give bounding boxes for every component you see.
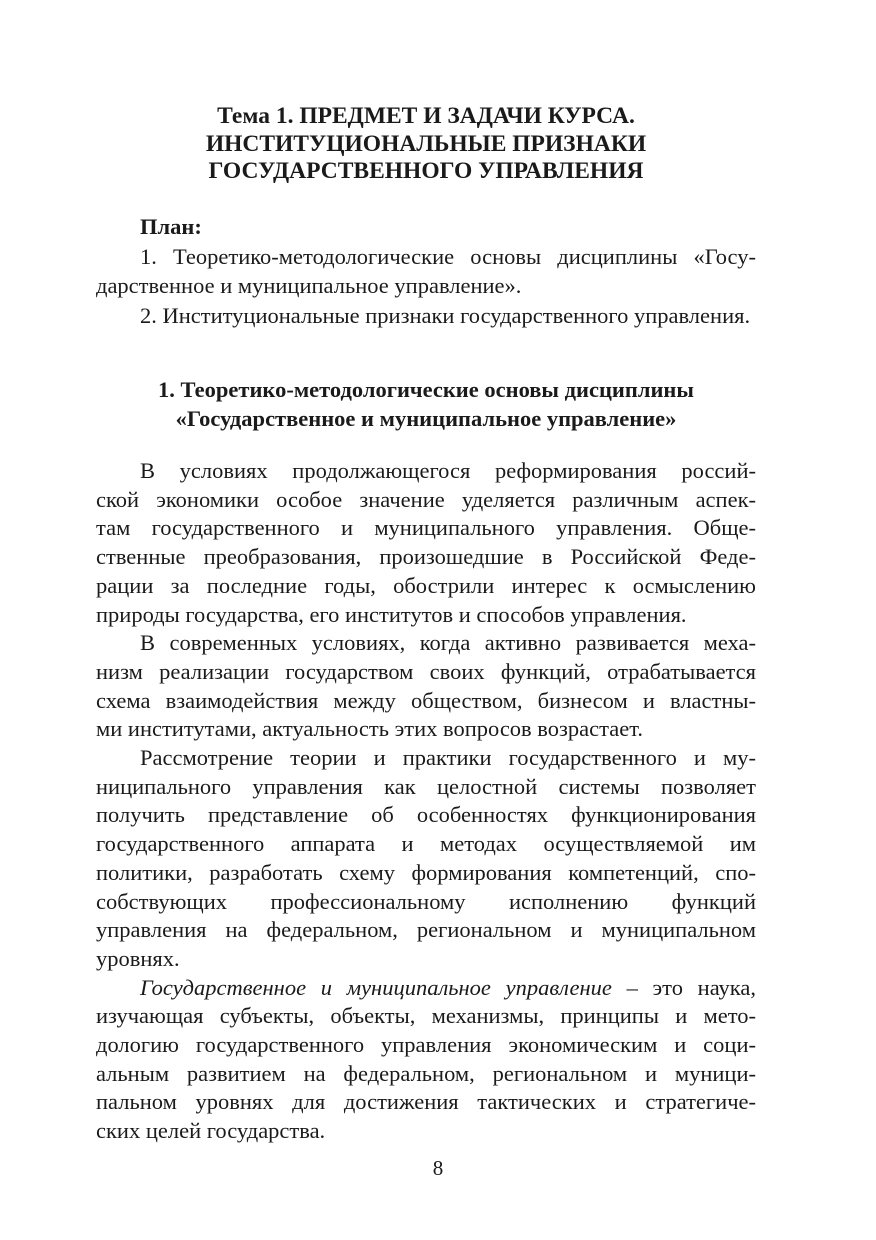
body-text <box>96 457 756 1146</box>
paragraph-1 <box>96 457 756 629</box>
plan-item-2-text: 2. Институциональные признаки государственного управления. <box>140 302 751 328</box>
paragraph-line: рации за последние годы, обострили интерес к осмыслению <box>96 572 756 598</box>
definition-term: Государственное и муниципальное управление <box>140 974 612 1000</box>
paragraph-line: ми институтами, актуальность этих вопросов возрастает. <box>96 716 643 742</box>
definition-lead: – это наука, <box>611 974 756 1000</box>
section-1-title-line-2: «Государственное и муниципальное управление» <box>175 405 677 431</box>
paragraph-line: собствующих профессиональному исполнению функций <box>96 888 756 914</box>
page-number: 8 <box>432 1156 444 1180</box>
plan-item-1-line-1: 1. Теоретико-методологические основы дисциплины «Госу- <box>140 243 756 269</box>
plan-item-1-line-2: дарственное и муниципальное управление». <box>96 273 522 298</box>
chapter-title <box>96 103 756 186</box>
section-1-title-line-1: 1. Теоретико-методологические основы дисциплины <box>158 377 694 402</box>
paragraph-line: пальном уровнях для достижения тактических и стратегиче- <box>96 1089 756 1115</box>
paragraph-line: управления на федеральном, региональном и муниципальном <box>96 917 756 943</box>
chapter-title-line-1: Тема 1. ПРЕДМЕТ И ЗАДАЧИ КУРСА. <box>217 103 635 129</box>
paragraph-line: В современных условиях, когда активно развивается меха- <box>140 630 756 656</box>
paragraph-line: ниципального управления как целостной системы позволяет <box>96 773 756 799</box>
plan-heading: План: <box>140 214 202 239</box>
paragraph-2 <box>96 629 756 744</box>
paragraph-4 <box>96 974 756 1146</box>
chapter-title-line-2: ИНСТИТУЦИОНАЛЬНЫЕ ПРИЗНАКИ <box>205 130 647 157</box>
paragraph-line <box>96 974 756 1003</box>
paragraph-line: низм реализации государством своих функций, отрабатывается <box>96 658 756 684</box>
plan-item-1 <box>96 242 756 301</box>
paragraph-line: альным развитием на федеральном, региональном и муници- <box>96 1060 756 1086</box>
plan-item-2 <box>96 301 756 331</box>
paragraph-line: ственные преобразования, произошедшие в Российской Феде- <box>96 544 756 570</box>
paragraph-line: Рассмотрение теории и практики государственного и му- <box>140 745 756 771</box>
paragraph-line: изучающая субъекты, объекты, механизмы, принципы и мето- <box>96 1003 756 1029</box>
section-1-title <box>96 376 756 433</box>
paragraph-line: схема взаимодействия между обществом, бизнесом и властны- <box>96 687 756 713</box>
paragraph-line: там государственного и муниципального управления. Обще- <box>96 515 756 541</box>
paragraph-line: политики, разработать схему формирования компетенций, спо- <box>96 859 756 885</box>
chapter-title-line-3: ГОСУДАРСТВЕННОГО УПРАВЛЕНИЯ <box>208 158 644 184</box>
paragraph-line: ских целей государства. <box>96 1118 326 1144</box>
paragraph-line: природы государства, его институтов и способов управления. <box>96 601 687 627</box>
plan-block <box>96 212 756 330</box>
paragraph-line: уровнях. <box>96 945 180 971</box>
paragraph-line: В условиях продолжающегося реформирования россий- <box>140 458 756 483</box>
paragraph-line: дологию государственного управления экономическим и соци- <box>96 1032 756 1058</box>
paragraph-3 <box>96 744 756 974</box>
paragraph-line: получить представление об особенностях функционирования <box>96 802 756 828</box>
paragraph-line: государственного аппарата и методах осуществляемой им <box>96 831 756 857</box>
paragraph-line: ской экономики особое значение уделяется различным аспек- <box>96 486 756 512</box>
